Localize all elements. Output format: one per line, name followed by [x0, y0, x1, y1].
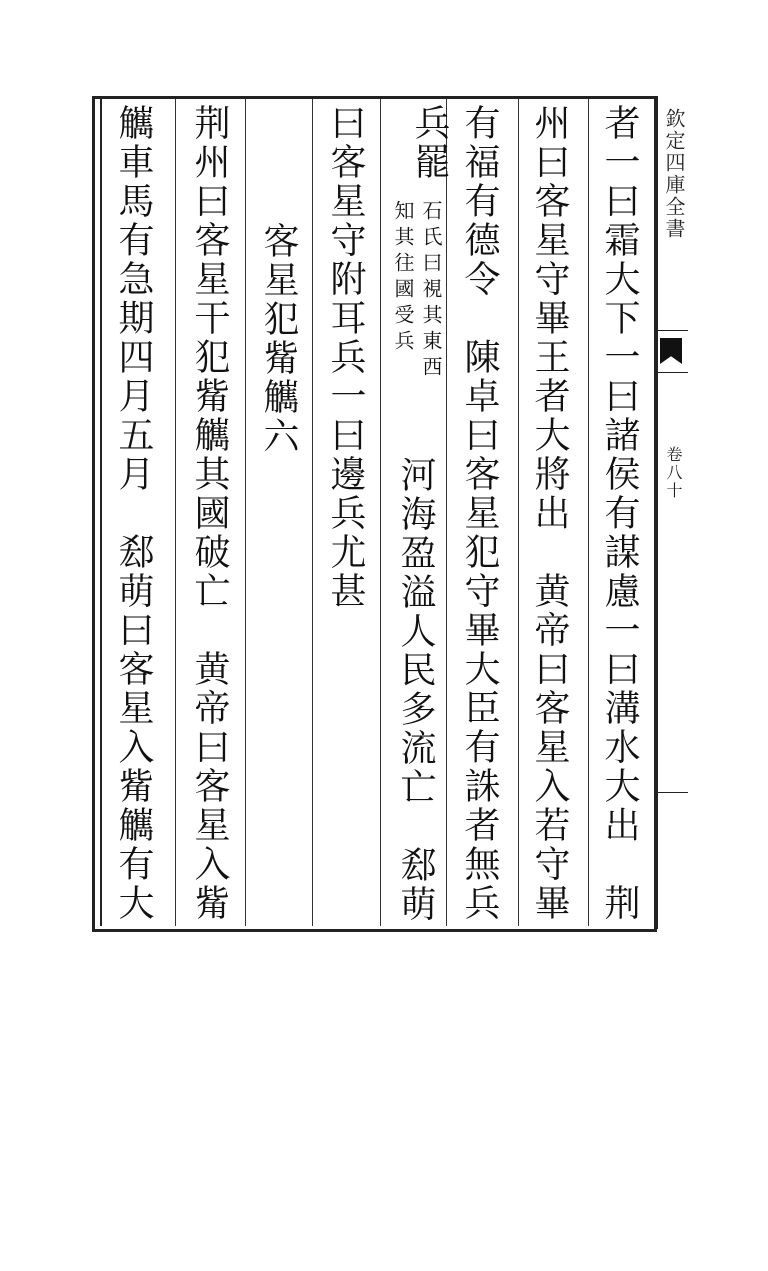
- column-rule: [588, 99, 589, 926]
- annotation-left: 知其往國受兵: [391, 200, 415, 356]
- section-heading: 客星犯觜觽六: [258, 222, 299, 456]
- annotation-right: 石氏曰視其東西: [419, 200, 443, 382]
- book-title: 欽定四庫全書: [662, 108, 686, 240]
- column-rule: [245, 99, 246, 926]
- column-rule: [380, 99, 381, 926]
- text-column-5: 曰客星守附耳兵一曰邊兵尤甚: [325, 104, 366, 611]
- text-column-3: 有福有德令 陳卓曰客星犯守畢大臣有誅者無兵: [459, 104, 500, 923]
- margin-divider: [658, 372, 688, 373]
- frame-inner-left-rule: [100, 96, 102, 926]
- text-column-7: 荆州曰客星干犯觜觽其國破亡 黄帝曰客星入觜: [189, 104, 230, 923]
- page-frame: [92, 96, 657, 932]
- text-column-2: 州曰客星守畢王者大將出 黄帝曰客星入若守畢: [529, 104, 570, 923]
- column-rule: [175, 99, 176, 926]
- column-4-main-start: 兵罷: [409, 104, 450, 182]
- margin-divider: [658, 330, 688, 331]
- text-column-1: 者一曰霜大下一曰諸侯有謀慮一曰溝水大出 荆: [599, 104, 640, 923]
- text-column-4-continued: 河海盈溢人民多流亡 郄萌: [395, 456, 436, 924]
- column-rule: [518, 99, 519, 926]
- margin-divider: [658, 792, 688, 793]
- column-rule: [312, 99, 313, 926]
- volume-label: 卷八十: [664, 446, 683, 500]
- text-column-8: 觽車馬有急期四月五月 郄萌曰客星入觜觽有大: [113, 104, 154, 923]
